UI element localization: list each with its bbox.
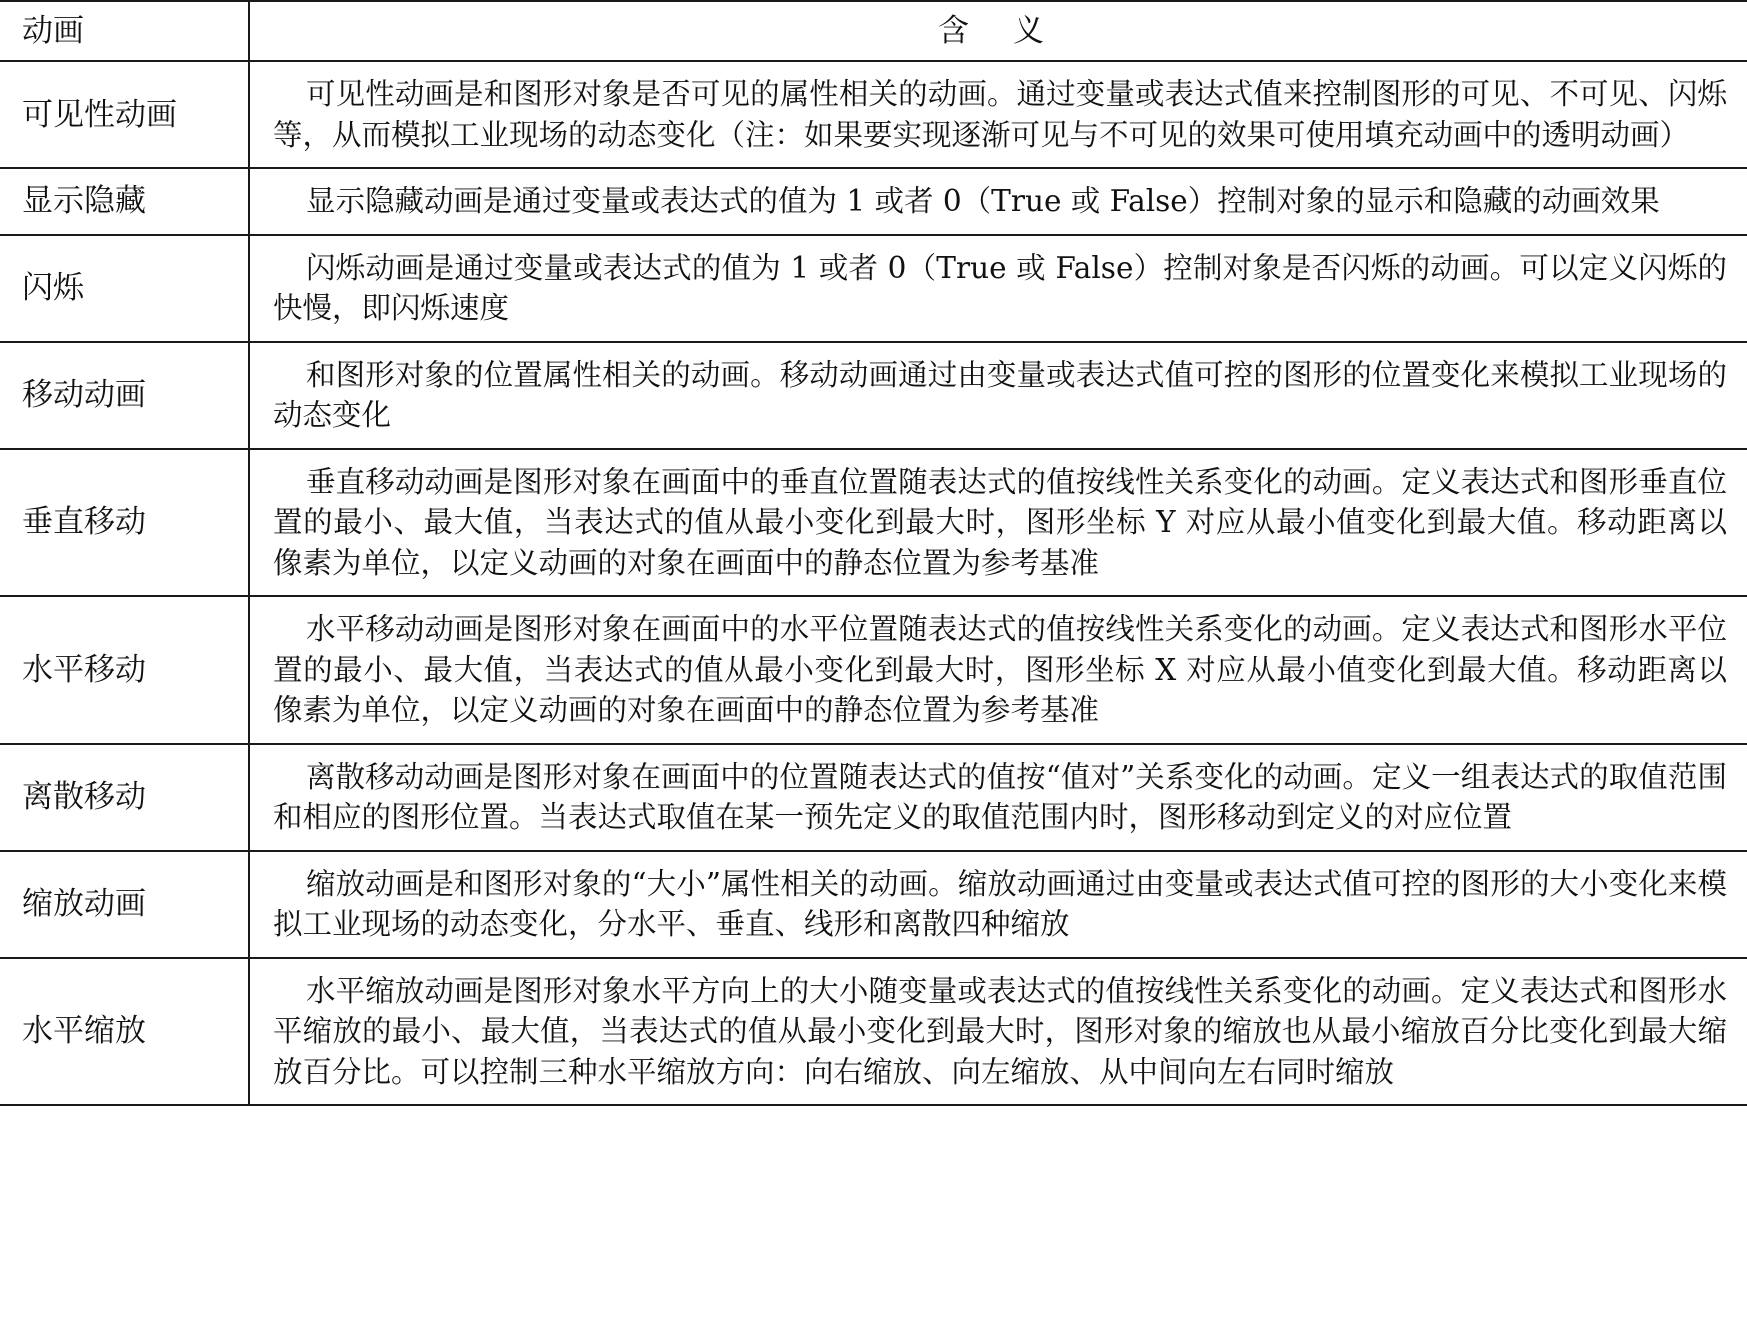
- header-row: [0, 1, 1747, 61]
- animation-name: 垂直移动: [0, 449, 249, 597]
- table-row: [0, 596, 1747, 744]
- animation-name: 水平移动: [0, 596, 249, 744]
- table-row: [0, 851, 1747, 958]
- animation-name: 可见性动画: [0, 61, 249, 168]
- animation-name: 显示隐藏: [0, 168, 249, 235]
- table-row: [0, 342, 1747, 449]
- table-row: [0, 61, 1747, 168]
- animation-description: 闪烁动画是通过变量或表达式的值为 1 或者 0（True 或 False）控制对象是否闪烁的动画。可以定义闪烁的快慢，即闪烁速度: [249, 235, 1747, 342]
- animation-name: 移动动画: [0, 342, 249, 449]
- table-row: [0, 958, 1747, 1106]
- table-row: [0, 168, 1747, 235]
- animation-description: 显示隐藏动画是通过变量或表达式的值为 1 或者 0（True 或 False）控制对象的显示和隐藏的动画效果: [249, 168, 1747, 235]
- table-row: [0, 744, 1747, 851]
- table-row: [0, 235, 1747, 342]
- animation-name: 缩放动画: [0, 851, 249, 958]
- animation-name: 闪烁: [0, 235, 249, 342]
- table-row: [0, 449, 1747, 597]
- animation-description: 缩放动画是和图形对象的“大小”属性相关的动画。缩放动画通过由变量或表达式值可控的图形的大小变化来模拟工业现场的动态变化，分水平、垂直、线形和离散四种缩放: [249, 851, 1747, 958]
- animation-description: 垂直移动动画是图形对象在画面中的垂直位置随表达式的值按线性关系变化的动画。定义表达式和图形垂直位置的最小、最大值，当表达式的值从最小变化到最大时，图形坐标 Y 对应从最小值变化到最大值。移动距离以像素为单位，以定义动画的对象在画面中的静态位置为参考基准: [249, 449, 1747, 597]
- table-header: [0, 1, 1747, 61]
- animation-description: 水平移动动画是图形对象在画面中的水平位置随表达式的值按线性关系变化的动画。定义表达式和图形水平位置的最小、最大值，当表达式的值从最小变化到最大时，图形坐标 X 对应从最小值变化到最大值。移动距离以像素为单位，以定义动画的对象在画面中的静态位置为参考基准: [249, 596, 1747, 744]
- animation-description: 水平缩放动画是图形对象水平方向上的大小随变量或表达式的值按线性关系变化的动画。定义表达式和图形水平缩放的最小、最大值，当表达式的值从最小变化到最大时，图形对象的缩放也从最小缩放百分比变化到最大缩放百分比。可以控制三种水平缩放方向：向右缩放、向左缩放、从中间向左右同时缩放: [249, 958, 1747, 1106]
- animation-description: 离散移动动画是图形对象在画面中的位置随表达式的值按“值对”关系变化的动画。定义一组表达式的取值范围和相应的图形位置。当表达式取值在某一预先定义的取值范围内时，图形移动到定义的对应位置: [249, 744, 1747, 851]
- column-header-animation: 动画: [0, 1, 249, 61]
- animation-description: 可见性动画是和图形对象是否可见的属性相关的动画。通过变量或表达式值来控制图形的可见、不可见、闪烁等，从而模拟工业现场的动态变化（注：如果要实现逐渐可见与不可见的效果可使用填充动画中的透明动画）: [249, 61, 1747, 168]
- column-header-meaning: 含义: [249, 1, 1747, 61]
- table-body: [0, 61, 1747, 1105]
- animation-name: 水平缩放: [0, 958, 249, 1106]
- animation-description: 和图形对象的位置属性相关的动画。移动动画通过由变量或表达式值可控的图形的位置变化来模拟工业现场的动态变化: [249, 342, 1747, 449]
- animation-name: 离散移动: [0, 744, 249, 851]
